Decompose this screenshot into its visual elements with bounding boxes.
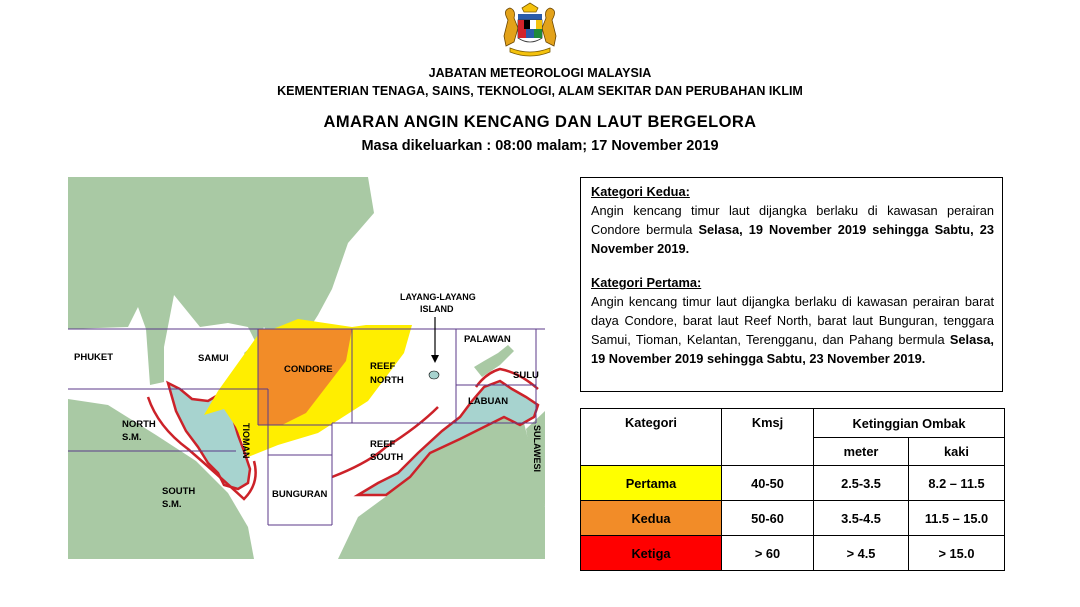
- layang-layang-island: [429, 371, 439, 379]
- region-label-palawan: PALAWAN: [464, 334, 511, 345]
- kmsj-cell: > 60: [722, 536, 814, 571]
- agency-name: JABATAN METEOROLOGI MALAYSIA: [428, 66, 652, 80]
- malaysia-coat-of-arms-icon: [500, 2, 560, 58]
- header-kategori: Kategori: [581, 409, 722, 466]
- pertama-period: Selasa, 19 November 2019 sehingga Sabtu, 23 November 2019.: [591, 332, 994, 366]
- header-meter: meter: [814, 438, 909, 466]
- kedua-body: Angin kencang timur laut dijangka berlaku di kawasan perairan Condore bermula: [591, 203, 994, 237]
- region-label-samui: SAMUI: [198, 353, 229, 364]
- meter-cell: 2.5-3.5: [814, 466, 909, 501]
- region-label-reef-north-1: REEF: [370, 361, 396, 372]
- category-table: [580, 408, 1005, 571]
- region-label-labuan: LABUAN: [468, 396, 509, 407]
- pertama-body: Angin kencang timur laut dijangka berlaku di kawasan perairan barat daya Condore, barat laut Reef North, barat laut Bunguran, tenggara Samui, Tioman, Kelantan, Terengganu, dan Pahang bermula: [591, 294, 994, 347]
- region-label-sulu: SULU: [513, 370, 539, 381]
- kedua-title: Kategori Kedua:: [591, 184, 690, 199]
- region-label-south-sm-2: S.M.: [162, 499, 182, 510]
- header-kmsj: Kmsj: [722, 409, 814, 466]
- region-label-reef-south-2: SOUTH: [370, 452, 404, 463]
- kaki-cell: > 15.0: [909, 536, 1005, 571]
- island-label-layang-1: LAYANG-LAYANG: [400, 292, 476, 302]
- table-row: [581, 536, 1005, 571]
- issued-time: Masa dikeluarkan : 08:00 malam; 17 November 2019: [361, 138, 719, 154]
- category-cell: Kedua: [581, 501, 722, 536]
- region-label-bunguran: BUNGURAN: [272, 489, 328, 500]
- region-label-north-sm-2: S.M.: [122, 432, 142, 443]
- category-cell: Ketiga: [581, 536, 722, 571]
- kedua-text: [591, 201, 994, 258]
- kaki-cell: 11.5 – 15.0: [909, 501, 1005, 536]
- region-label-south-sm-1: SOUTH: [162, 486, 196, 497]
- region-label-reef-north-2: NORTH: [370, 375, 404, 386]
- meter-cell: > 4.5: [814, 536, 909, 571]
- kaki-cell: 8.2 – 11.5: [909, 466, 1005, 501]
- table-row: [581, 466, 1005, 501]
- header-kaki: kaki: [909, 438, 1005, 466]
- header-ketinggian: Ketinggian Ombak: [814, 409, 1005, 438]
- region-label-reef-south-1: REEF: [370, 439, 396, 450]
- kedua-period: Selasa, 19 November 2019 sehingga Sabtu, 23 November 2019.: [591, 222, 994, 256]
- region-label-condore: CONDORE: [284, 364, 333, 375]
- pertama-text: [591, 292, 994, 368]
- island-label-layang-2: ISLAND: [420, 304, 454, 314]
- ministry-name: KEMENTERIAN TENAGA, SAINS, TEKNOLOGI, ALAM SEKITAR DAN PERUBAHAN IKLIM: [277, 84, 803, 98]
- warning-title: AMARAN ANGIN KENCANG DAN LAUT BERGELORA: [323, 113, 757, 131]
- region-label-phuket: PHUKET: [74, 352, 114, 363]
- region-label-tioman: TIOMAN: [241, 423, 251, 459]
- region-label-north-sm-1: NORTH: [122, 419, 156, 430]
- pertama-title: Kategori Pertama:: [591, 275, 702, 290]
- table-row: [581, 501, 1005, 536]
- warning-notice: [580, 177, 1003, 392]
- region-label-sulawesi: SULAWESI: [532, 425, 542, 473]
- meter-cell: 3.5-4.5: [814, 501, 909, 536]
- warning-map: [68, 177, 545, 559]
- kmsj-cell: 40-50: [722, 466, 814, 501]
- category-cell: Pertama: [581, 466, 722, 501]
- kmsj-cell: 50-60: [722, 501, 814, 536]
